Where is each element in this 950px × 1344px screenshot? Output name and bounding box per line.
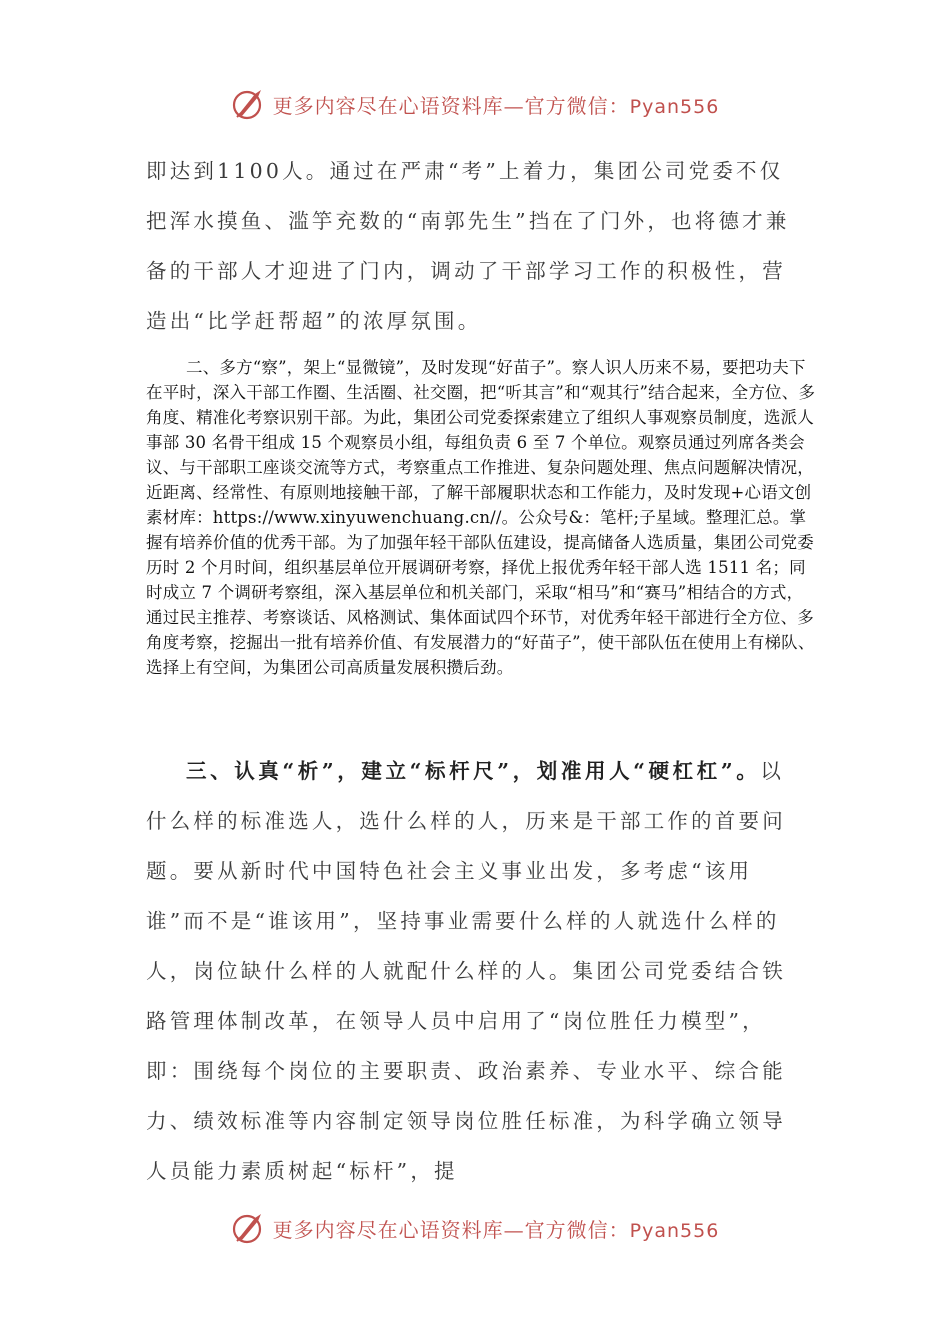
banner-wechat-id: Pyan556 xyxy=(629,1219,720,1242)
paragraph-3 xyxy=(146,746,806,1196)
pen-logo-icon xyxy=(231,86,267,122)
pen-logo-icon xyxy=(231,1210,267,1246)
banner-wechat-id: Pyan556 xyxy=(629,95,720,118)
paragraph-1: 即达到1100人。通过在严肃“考”上着力，集团公司党委不仅把浑水摸鱼、滥竽充数的“南郭先生”挡在了门外，也将德才兼备的干部人才迎进了门内，调动了干部学习工作的积极性，营造出“比学赶帮超”的浓厚氛围。 xyxy=(146,159,790,333)
banner-text: 更多内容尽在心语资料库—官方微信：Pyan556 xyxy=(272,93,720,118)
banner-text: 更多内容尽在心语资料库—官方微信：Pyan556 xyxy=(272,1217,720,1242)
footer-banner xyxy=(0,1204,950,1252)
header-banner xyxy=(0,80,950,128)
paragraph-2: 二、多方“察”，架上“显微镜”，及时发现“好苗子”。察人识人历来不易，要把功夫下在平时，深入干部工作圈、生活圈、社交圈，把“听其言”和“观其行”结合起来，全方位、多角度、精准化考察识别干部。为此，集团公司党委探索建立了组织人事观察员制度，选派人事部 30 名骨干组成 15 个观察员小组，每组负责 6 至 7 个单位。观察员通过列席各类会议、与干部职工座谈交流等方式，考察重点工作推进、复杂问题处理、焦点问题解决情况，近距离、经常性、有原则地接触干部，了解干部履职状态和工作能力，及时发现+心语文创素材库：https://www.xinyuwenchuang.cn//。公众号&：笔杆;子星域。整理汇总。掌握有培养价值的优秀干部。为了加强年轻干部队伍建设，提高储备人选质量，集团公司党委历时 2 个月时间，组织基层单位开展调研考察，择优上报优秀年轻干部人选 1511 名；同时成立 7 个调研考察组，深入基层单位和机关部门，采取“相马”和“赛马”相结合的方式，通过民主推荐、考察谈话、风格测试、集体面试四个环节，对优秀年轻干部进行全方位、多角度考察，挖掘出一批有培养价值、有发展潜力的“好苗子”，使干部队伍在使用上有梯队、选择上有空间，为集团公司高质量发展积攒后劲。 xyxy=(146,358,816,677)
section-heading: 三、认真“析”，建立“标杆尺”，划准用人“硬杠杠”。 xyxy=(186,759,761,783)
paragraph-3-body: 以什么样的标准选人，选什么样的人，历来是干部工作的首要问题。要从新时代中国特色社会主义事业出发，多考虑“该用谁”而不是“谁该用”，坚持事业需要什么样的人就选什么样的人，岗位缺什么样的人就配什么样的人。集团公司党委结合铁路管理体制改革，在领导人员中启用了“岗位胜任力模型”，即：围绕每个岗位的主要职责、政治素养、专业水平、综合能力、绩效标准等内容制定领导岗位胜任标准，为科学确立领导人员能力素质树起“标杆”，提 xyxy=(146,759,786,1183)
